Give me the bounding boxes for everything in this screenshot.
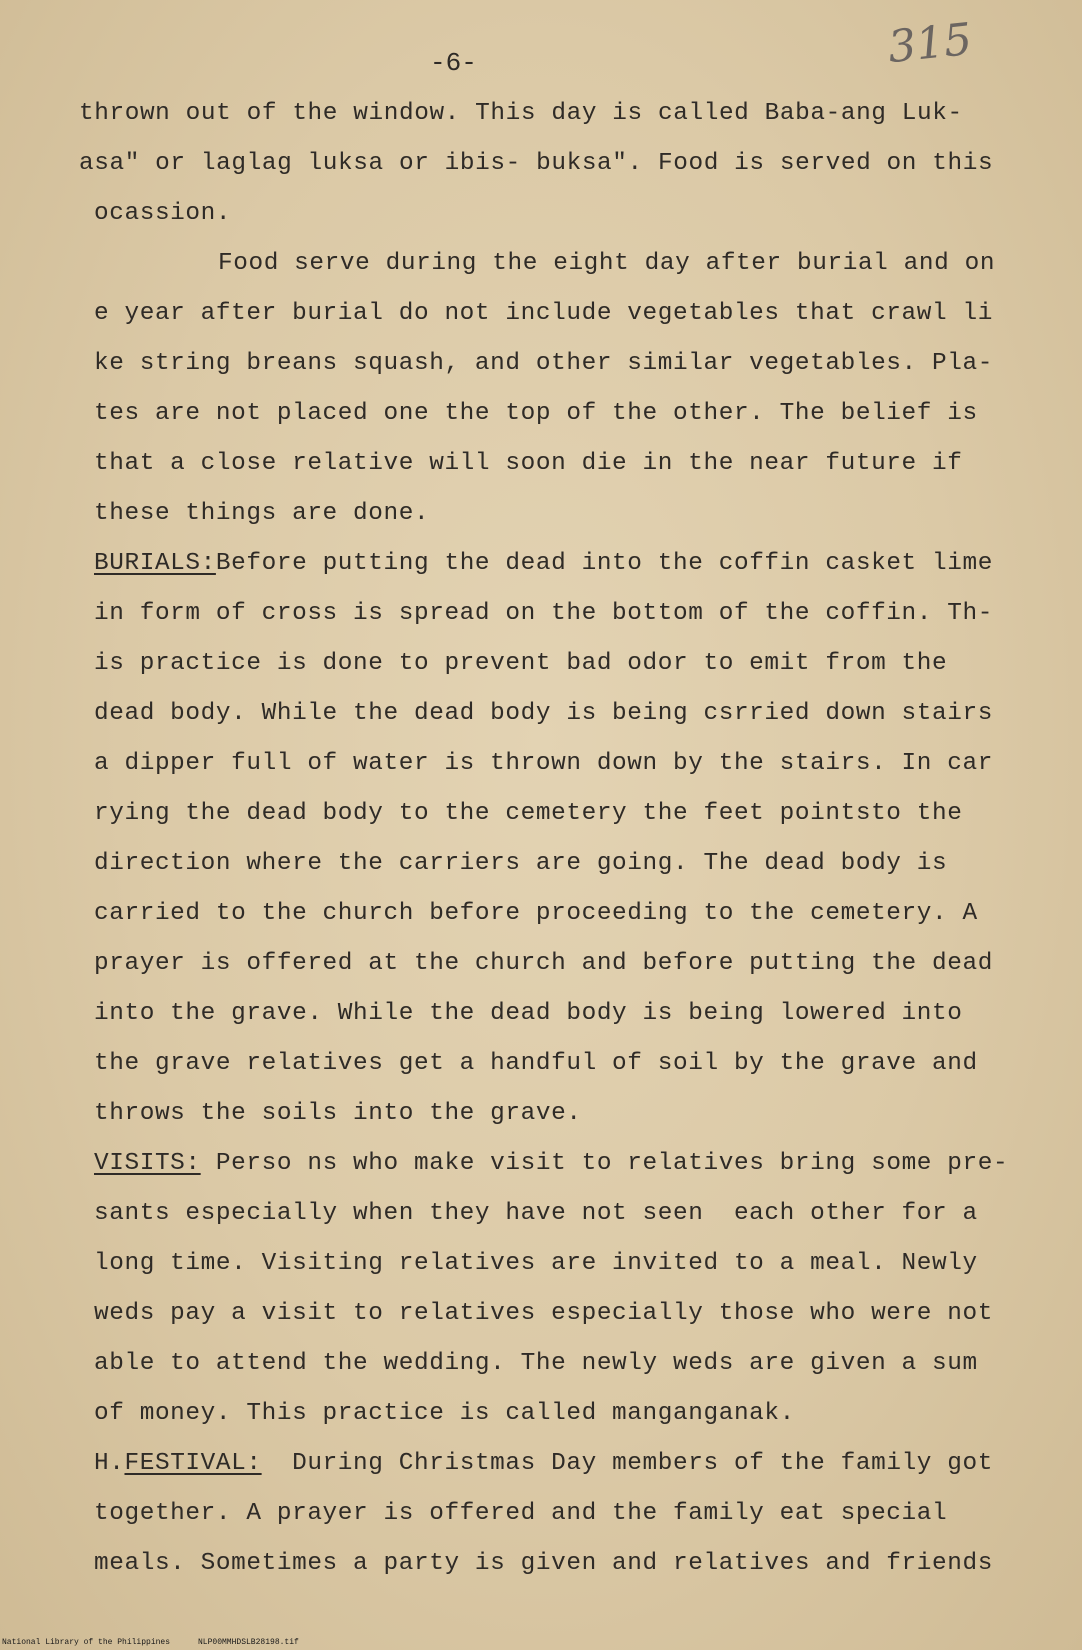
text-segment: During Christmas Day members of the family got (261, 1450, 993, 1477)
footer-file-id: NLP00MMHDSLB28198.tif (198, 1638, 299, 1647)
text-line: direction where the carriers are going. The dead body is (94, 850, 948, 877)
text-line: into the grave. While the dead body is being lowered into (94, 1000, 963, 1027)
text-line (94, 1450, 993, 1477)
text-line: sants especially when they have not seen each other for a (94, 1200, 978, 1227)
text-line: in form of cross is spread on the bottom of the coffin. Th- (94, 600, 993, 627)
text-line: thrown out of the window. This day is called Baba-ang Luk- (79, 100, 963, 127)
text-line: that a close relative will soon die in the near future if (94, 450, 963, 477)
text-line: ocassion. (94, 200, 232, 227)
section-label-festival: FESTIVAL: (124, 1450, 262, 1477)
text-line: throws the soils into the grave. (94, 1100, 582, 1127)
text-segment: Before putting the dead into the coffin casket lime (215, 550, 993, 577)
text-line: a dipper full of water is thrown down by the stairs. In car (94, 750, 993, 777)
text-line (94, 550, 993, 577)
handwritten-page-number: 315 (885, 13, 975, 74)
text-line (94, 1150, 1008, 1177)
text-line: these things are done. (94, 500, 430, 527)
text-line: ke string breans squash, and other similar vegetables. Pla- (94, 350, 993, 377)
page-number: -6- (430, 48, 477, 78)
text-line: asa" or laglag luksa or ibis- buksa". Food is served on this (79, 150, 994, 177)
text-line: able to attend the wedding. The newly weds are given a sum (94, 1350, 978, 1377)
text-line: e year after burial do not include vegetables that crawl li (94, 300, 993, 327)
text-segment: Perso ns who make visit to relatives bring some pre- (200, 1150, 1009, 1177)
text-line: long time. Visiting relatives are invited to a meal. Newly (94, 1250, 978, 1277)
text-line: is practice is done to prevent bad odor to emit from the (94, 650, 948, 677)
text-line: meals. Sometimes a party is given and relatives and friends (94, 1550, 993, 1577)
section-label-visits: VISITS: (94, 1150, 201, 1177)
section-prefix: H. (94, 1450, 125, 1477)
section-label-burials: BURIALS: (94, 550, 216, 577)
text-line: of money. This practice is called manganganak. (94, 1400, 795, 1427)
text-line: carried to the church before proceeding to the cemetery. A (94, 900, 978, 927)
text-line: together. A prayer is offered and the family eat special (94, 1500, 948, 1527)
text-line: dead body. While the dead body is being csrried down stairs (94, 700, 993, 727)
text-line: tes are not placed one the top of the other. The belief is (94, 400, 978, 427)
text-line: Food serve during the eight day after burial and on (218, 250, 996, 277)
text-line: the grave relatives get a handful of soil by the grave and (94, 1050, 978, 1077)
text-line: rying the dead body to the cemetery the feet pointsto the (94, 800, 963, 827)
text-line: prayer is offered at the church and before putting the dead (94, 950, 993, 977)
footer-library: National Library of the Philippines (2, 1638, 171, 1647)
text-line: weds pay a visit to relatives especially those who were not (94, 1300, 993, 1327)
